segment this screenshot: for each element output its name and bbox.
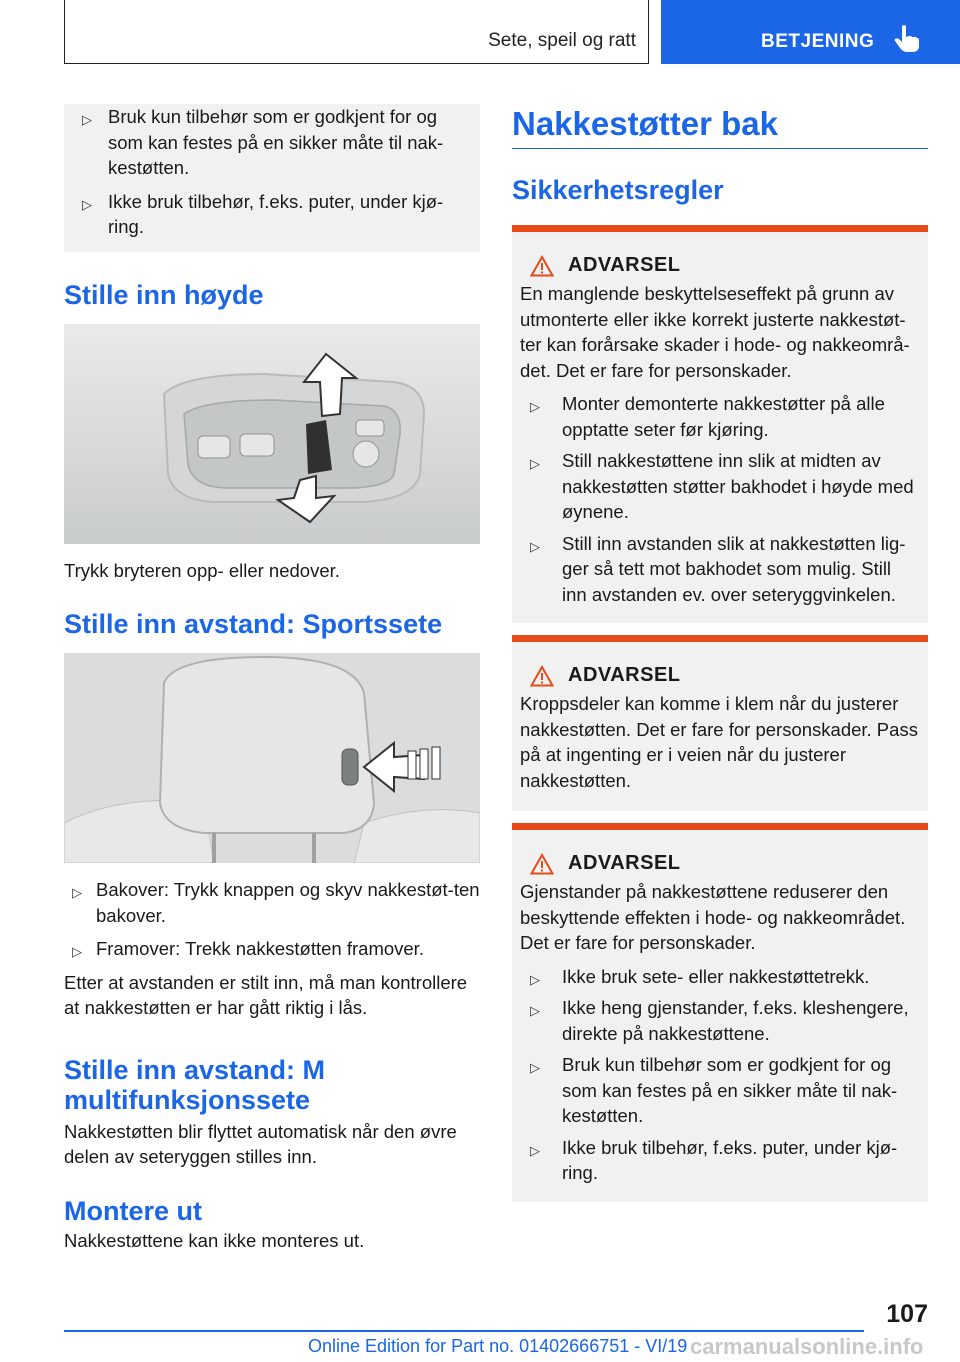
height-heading: Stille inn høyde: [64, 279, 264, 310]
header-chapter-box: [661, 0, 960, 64]
list-item: ▷ Ikke bruk tilbehør, f.eks. puter, under kjø-ring.: [530, 1136, 898, 1183]
warning-title: ADVARSEL: [530, 664, 920, 687]
warning-text: Gjenstander på nakkestøttene reduserer den beskyttende effekten i hode- og nakkeområdet. Det er fare for personskader.: [520, 881, 906, 953]
footer-edition: Online Edition for Part no. 01402666751 - VI/19: [308, 1336, 688, 1356]
list-item: ▷ Framover: Trekk nakkestøtten framover.: [64, 936, 480, 962]
sport-bullets: [64, 877, 480, 962]
triangle-bullet-icon: ▷: [82, 196, 92, 212]
warning-title: ADVARSEL: [530, 254, 920, 277]
header-chapter-title: BETJENING: [761, 31, 875, 52]
accessory-note-box: [64, 104, 480, 252]
triangle-bullet-icon: ▷: [530, 1142, 540, 1158]
list-item: ▷ Still nakkestøttene inn slik at midten av nakkestøtten støtter bakhodet i høyde med øynene.: [530, 450, 914, 522]
warning-text: Kroppsdeler kan komme i klem når du justerer nakkestøtten. Det er fare for personskader. Pass på at ingenting er i veien når du justerer nakkestøtten.: [520, 693, 918, 791]
triangle-bullet-icon: ▷: [530, 971, 540, 987]
m-seat-heading: Stille inn avstand: M multifunksjonssete: [64, 1054, 326, 1115]
warning-triangle-icon: [530, 255, 554, 277]
list-item: ▷ Ikke bruk tilbehør, f.eks. puter, under kjø-ring.: [82, 190, 444, 237]
list-item: ▷ Bruk kun tilbehør som er godkjent for og som kan festes på en sikker måte til nak-kestøtten.: [82, 106, 444, 178]
sport-note: Etter at avstanden er stilt inn, må man kontrollere at nakkestøtten er har gått riktig i lås.: [64, 971, 468, 1018]
sport-heading: Stille inn avstand: Sportssete: [64, 609, 443, 639]
footer-divider: [64, 1330, 864, 1332]
warning-box-1: [512, 225, 928, 623]
list-item: ▷ Ikke bruk sete- eller nakkestøttetrekk.: [520, 964, 920, 990]
accessory-bullets: [74, 104, 470, 240]
list-item: ▷ Bakover: Trykk knappen og skyv nakkestøt-ten bakover.: [72, 879, 480, 926]
left-column: [64, 104, 480, 1253]
triangle-bullet-icon: ▷: [72, 944, 82, 959]
warning-triangle-icon: [530, 853, 554, 875]
triangle-bullet-icon: ▷: [530, 1003, 540, 1018]
hand-pointer-icon: [893, 24, 921, 54]
header-section-box: [64, 0, 649, 64]
triangle-bullet-icon: ▷: [530, 538, 540, 554]
header-section-title: Sete, speil og ratt: [488, 30, 636, 51]
list-item: ▷ Still inn avstanden slik at nakkestøtten lig-ger så tett mot bakhodet som mulig. Still inn avstanden ev. over seteryggvinkelen.: [530, 532, 906, 605]
page-number: 107: [886, 1300, 928, 1328]
watermark: carmanualsonline.info: [690, 1334, 924, 1359]
m-seat-text: Nakkestøtten blir flyttet automatisk når den øvre delen av seteryggen stilles inn.: [64, 1120, 457, 1167]
remove-heading: Montere ut: [64, 1195, 202, 1226]
warning-bullets: [520, 391, 920, 607]
seat-switch-illustration: [64, 324, 480, 544]
warning-box-2: [512, 635, 928, 811]
warning-title: ADVARSEL: [530, 852, 920, 875]
safety-subtitle: Sikkerhetsregler: [512, 175, 724, 205]
list-item: ▷ Bruk kun tilbehør som er godkjent for og som kan festes på en sikker måte til nak-kestøtten.: [530, 1054, 898, 1126]
headrest-image: [64, 653, 480, 863]
seat-switch-image: [64, 324, 480, 544]
warning-box-3: [512, 823, 928, 1202]
warning-text: En manglende beskyttelseseffekt på grunn av utmonterte eller ikke korrekt justerte nakkestøt-ter kan forårsake skader i hode- og nakkeområ-det. Det er fare for personskader.: [520, 283, 910, 381]
headrest-illustration: [64, 653, 480, 863]
list-item: ▷ Monter demonterte nakkestøtter på alle opptatte seter før kjøring.: [530, 393, 885, 440]
height-caption: Trykk bryteren opp- eller nedover.: [64, 559, 340, 581]
page-title: Nakkestøtter bak: [512, 104, 928, 149]
triangle-bullet-icon: ▷: [530, 456, 540, 471]
warning-bullets: [520, 964, 920, 1186]
triangle-bullet-icon: ▷: [530, 1060, 540, 1075]
triangle-bullet-icon: ▷: [82, 112, 92, 127]
list-item: ▷ Ikke heng gjenstander, f.eks. kleshengere, direkte på nakkestøttene.: [530, 997, 909, 1044]
triangle-bullet-icon: ▷: [72, 885, 82, 900]
warning-triangle-icon: [530, 665, 554, 687]
remove-text: Nakkestøttene kan ikke monteres ut.: [64, 1229, 365, 1251]
triangle-bullet-icon: ▷: [530, 399, 540, 414]
right-column: [512, 104, 928, 1202]
